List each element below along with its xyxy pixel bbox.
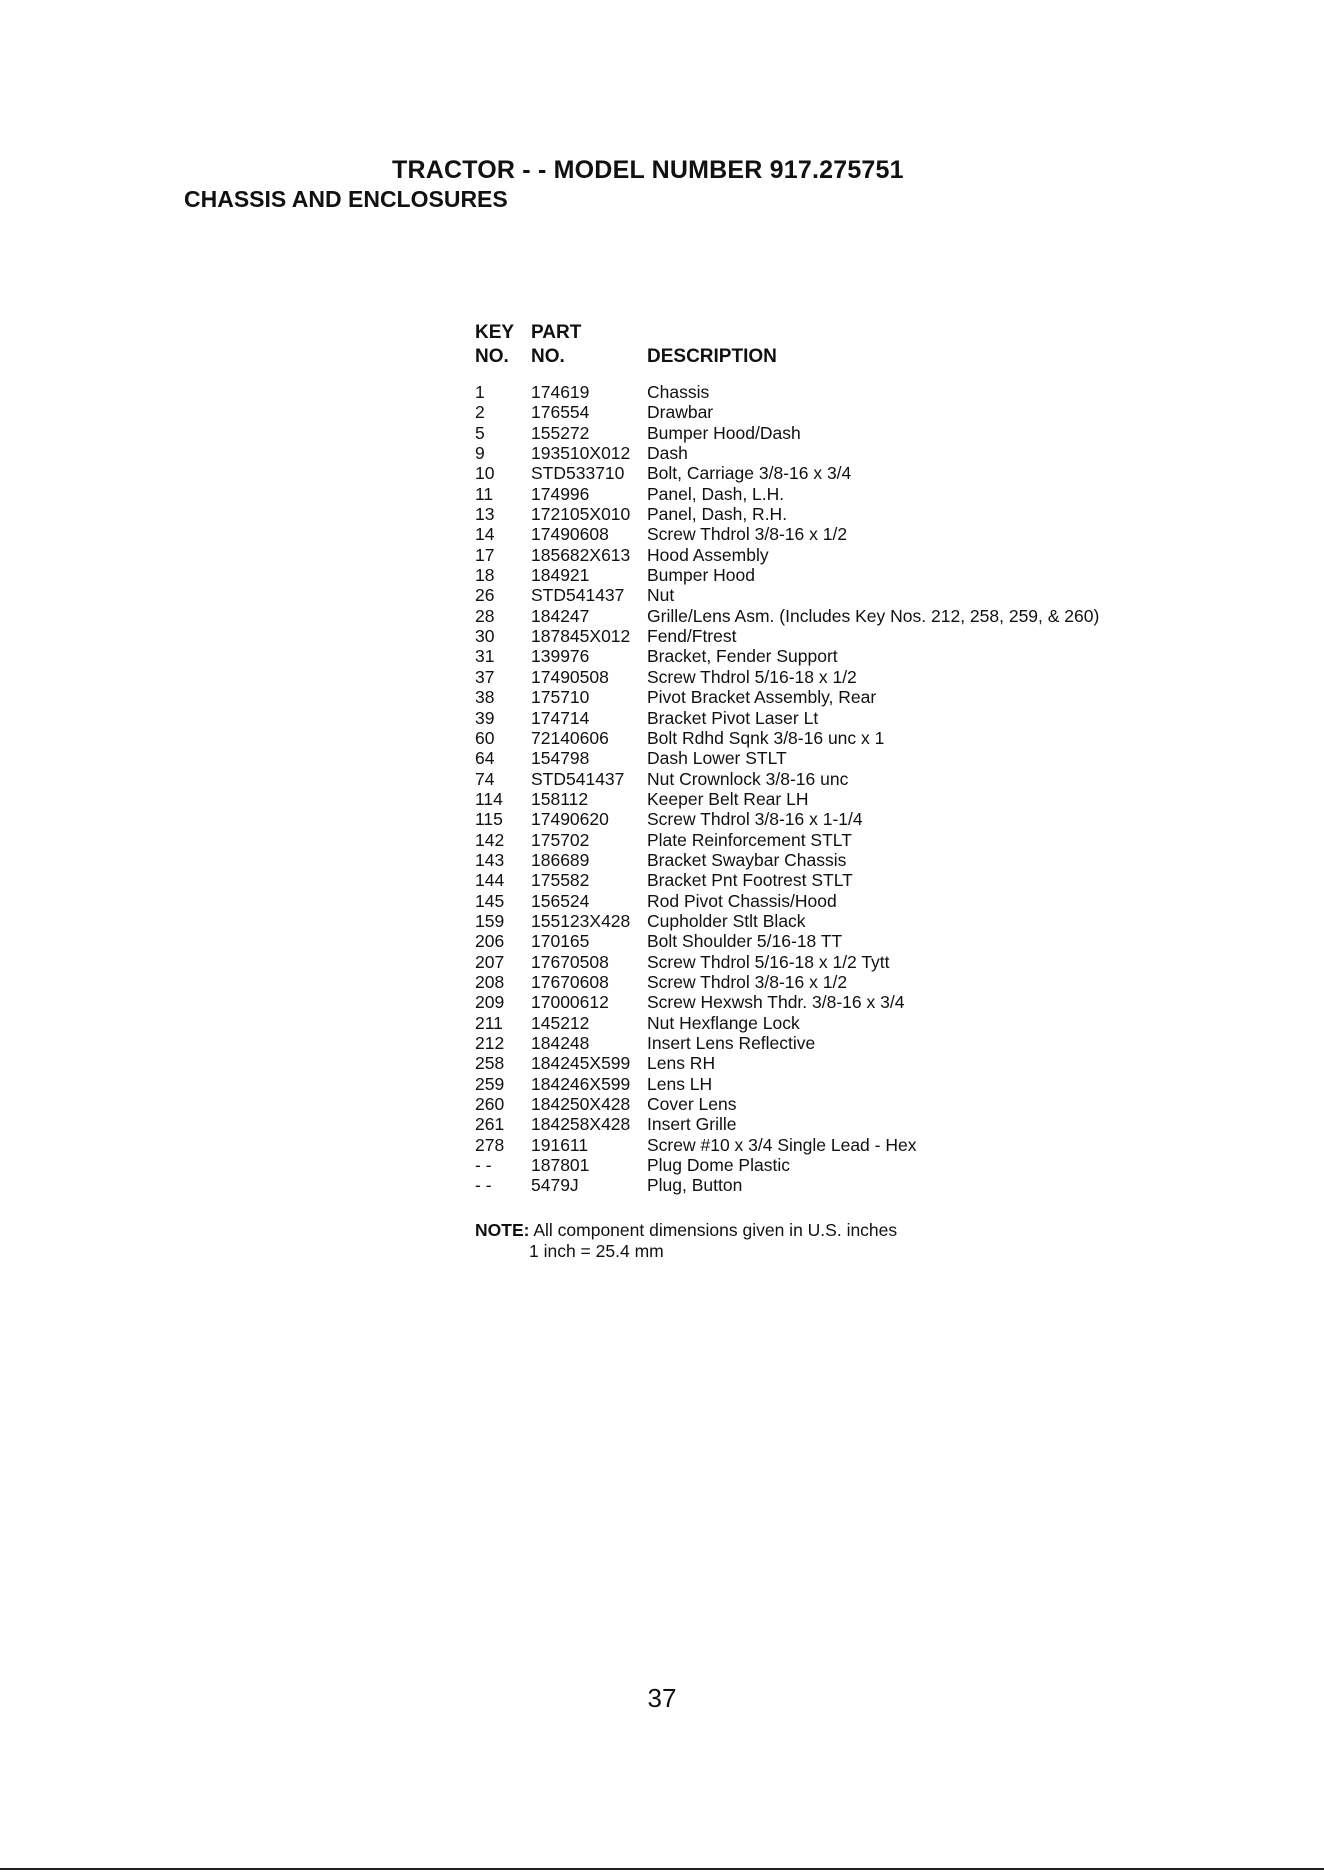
part-number: 184250X428: [531, 1094, 631, 1115]
part-description: Insert Grille: [647, 1114, 737, 1135]
part-description: Bracket Pivot Laser Lt: [647, 707, 819, 728]
part-description: Bracket Pnt Footrest STLT: [647, 870, 853, 891]
part-number: 172105X010: [531, 504, 631, 525]
key-number: - -: [475, 1175, 492, 1196]
part-description: Screw Hexwsh Thdr. 3/8-16 x 3/4: [647, 992, 905, 1013]
part-number: 176554: [531, 402, 590, 423]
part-number: 187845X012: [531, 626, 631, 647]
note-line1: All component dimensions given in U.S. inches: [529, 1220, 898, 1240]
part-description: Grille/Lens Asm. (Includes Key Nos. 212, 258, 259, & 260): [647, 605, 1100, 626]
key-number: 114: [475, 788, 503, 809]
key-number: 208: [475, 971, 505, 992]
part-description: Bolt Shoulder 5/16-18 TT: [647, 931, 843, 952]
key-number: 30: [475, 626, 495, 647]
key-number: 1: [475, 382, 485, 402]
part-number: 184247: [531, 605, 590, 626]
part-description: Nut Crownlock 3/8-16 unc: [647, 768, 849, 789]
part-number: 187801: [531, 1155, 590, 1176]
part-number: 139976: [531, 646, 590, 667]
part-description: Bracket Swaybar Chassis: [647, 849, 847, 870]
part-description: Pivot Bracket Assembly, Rear: [647, 687, 877, 708]
part-description: Bumper Hood: [647, 565, 755, 586]
key-number: 5: [475, 422, 485, 443]
part-description: Hood Assembly: [647, 544, 769, 565]
key-number: 261: [475, 1114, 505, 1135]
key-number: 211: [475, 1012, 503, 1033]
part-number: 184246X599: [531, 1073, 631, 1094]
key-number: 212: [475, 1033, 505, 1053]
part-number: STD541437: [531, 585, 625, 606]
part-description: Dash Lower STLT: [647, 748, 787, 769]
part-description: Chassis: [647, 382, 710, 402]
bottom-divider: [0, 1868, 1324, 1870]
page-title: TRACTOR - - MODEL NUMBER 917.275751: [392, 156, 904, 184]
part-description: Dash: [647, 443, 688, 464]
part-number: 184245X599: [531, 1053, 631, 1074]
part-number: 17490608: [531, 524, 609, 545]
part-number: 174714: [531, 707, 590, 728]
part-number: STD541437: [531, 768, 625, 789]
key-number: 143: [475, 849, 505, 870]
header-key-line1: KEY: [475, 322, 515, 343]
key-number: 13: [475, 504, 495, 525]
key-number: 11: [475, 483, 494, 504]
key-number: 209: [475, 992, 505, 1013]
note-line2: 1 inch = 25.4 mm: [529, 1241, 664, 1261]
part-description: Lens RH: [647, 1053, 716, 1074]
key-number: 38: [475, 687, 495, 708]
key-number: 17: [475, 544, 495, 565]
key-number: 9: [475, 443, 485, 464]
key-number: 145: [475, 890, 505, 911]
key-number: 31: [475, 646, 495, 667]
part-description: Plug, Button: [647, 1175, 743, 1196]
part-description: Screw Thdrol 3/8-16 x 1/2: [647, 971, 848, 992]
part-number: 72140606: [531, 727, 609, 748]
part-description: Screw Thdrol 5/16-18 x 1/2 Tytt: [647, 951, 890, 972]
part-description: Insert Lens Reflective: [647, 1033, 816, 1053]
header-part-line2: NO.: [531, 346, 565, 367]
part-description: Bolt Rdhd Sqnk 3/8-16 unc x 1: [647, 727, 885, 748]
key-number: 18: [475, 565, 495, 586]
part-description: Screw Thdrol 3/8-16 x 1-1/4: [647, 809, 863, 830]
part-number: 17670508: [531, 951, 609, 972]
dimension-note: [475, 1220, 897, 1262]
header-part-line1: PART: [531, 322, 582, 343]
part-description: Panel, Dash, L.H.: [647, 483, 785, 504]
key-number: 142: [475, 829, 505, 850]
part-description: Bumper Hood/Dash: [647, 422, 801, 443]
part-number: 184258X428: [531, 1114, 631, 1135]
part-description: Screw #10 x 3/4 Single Lead - Hex: [647, 1134, 917, 1155]
part-description: Cover Lens: [647, 1094, 737, 1115]
key-number: 207: [475, 951, 505, 972]
key-number: 10: [475, 463, 495, 484]
part-description: Plug Dome Plastic: [647, 1155, 790, 1176]
key-number: 115: [475, 809, 503, 830]
key-number: 28: [475, 605, 495, 626]
part-description: Bolt, Carriage 3/8-16 x 3/4: [647, 463, 852, 484]
key-number: 14: [475, 524, 495, 545]
part-number: 17670608: [531, 971, 609, 992]
key-number: 37: [475, 666, 495, 687]
part-number: 17490508: [531, 666, 609, 687]
part-description: Screw Thdrol 5/16-18 x 1/2: [647, 666, 857, 687]
part-description: Lens LH: [647, 1073, 713, 1094]
part-description: Plate Reinforcement STLT: [647, 829, 852, 850]
part-number: 193510X012: [531, 443, 631, 464]
key-number: 39: [475, 707, 495, 728]
part-description: Drawbar: [647, 402, 714, 423]
part-number: 174996: [531, 483, 590, 504]
part-description: Keeper Belt Rear LH: [647, 788, 809, 809]
part-number: 191611: [531, 1134, 589, 1155]
part-description: Cupholder Stlt Black: [647, 910, 806, 931]
note-label: NOTE:: [475, 1220, 530, 1240]
key-number: 206: [475, 931, 505, 952]
part-number: 186689: [531, 849, 590, 870]
part-number: 17490620: [531, 809, 609, 830]
page-number: 37: [647, 1683, 677, 1713]
header-key-line2: NO.: [475, 346, 509, 367]
part-number: 184921: [531, 565, 590, 586]
part-number: 170165: [531, 931, 590, 952]
part-description: Bracket, Fender Support: [647, 646, 838, 667]
key-number: 144: [475, 870, 505, 891]
key-number: 159: [475, 910, 505, 931]
part-number: 155123X428: [531, 910, 631, 931]
part-number: 184248: [531, 1033, 590, 1053]
part-number: 154798: [531, 748, 590, 769]
key-number: 260: [475, 1094, 505, 1115]
part-description: Screw Thdrol 3/8-16 x 1/2: [647, 524, 848, 545]
key-number: 26: [475, 585, 495, 606]
part-number: 175710: [531, 687, 590, 708]
key-number: 74: [475, 768, 495, 789]
part-number: 158112: [531, 788, 589, 809]
part-description: Panel, Dash, R.H.: [647, 504, 788, 525]
header-description: DESCRIPTION: [647, 346, 777, 367]
part-description: Fend/Ftrest: [647, 626, 737, 647]
part-number: 145212: [531, 1012, 590, 1033]
part-number: 5479J: [531, 1175, 579, 1196]
section-subtitle: CHASSIS AND ENCLOSURES: [184, 186, 508, 212]
part-number: 156524: [531, 890, 590, 911]
part-description: Nut: [647, 585, 675, 606]
part-description: Rod Pivot Chassis/Hood: [647, 890, 837, 911]
part-description: Nut Hexflange Lock: [647, 1012, 800, 1033]
part-number: 155272: [531, 422, 590, 443]
key-number: 278: [475, 1134, 505, 1155]
part-number: STD533710: [531, 463, 625, 484]
key-number: 258: [475, 1053, 505, 1074]
part-number: 175582: [531, 870, 590, 891]
part-number: 185682X613: [531, 544, 631, 565]
key-number: 60: [475, 727, 495, 748]
key-number: - -: [475, 1155, 492, 1176]
key-number: 259: [475, 1073, 505, 1094]
part-number: 17000612: [531, 992, 609, 1013]
part-number: 174619: [531, 382, 590, 402]
part-number: 175702: [531, 829, 590, 850]
key-number: 64: [475, 748, 495, 769]
key-number: 2: [475, 402, 485, 423]
